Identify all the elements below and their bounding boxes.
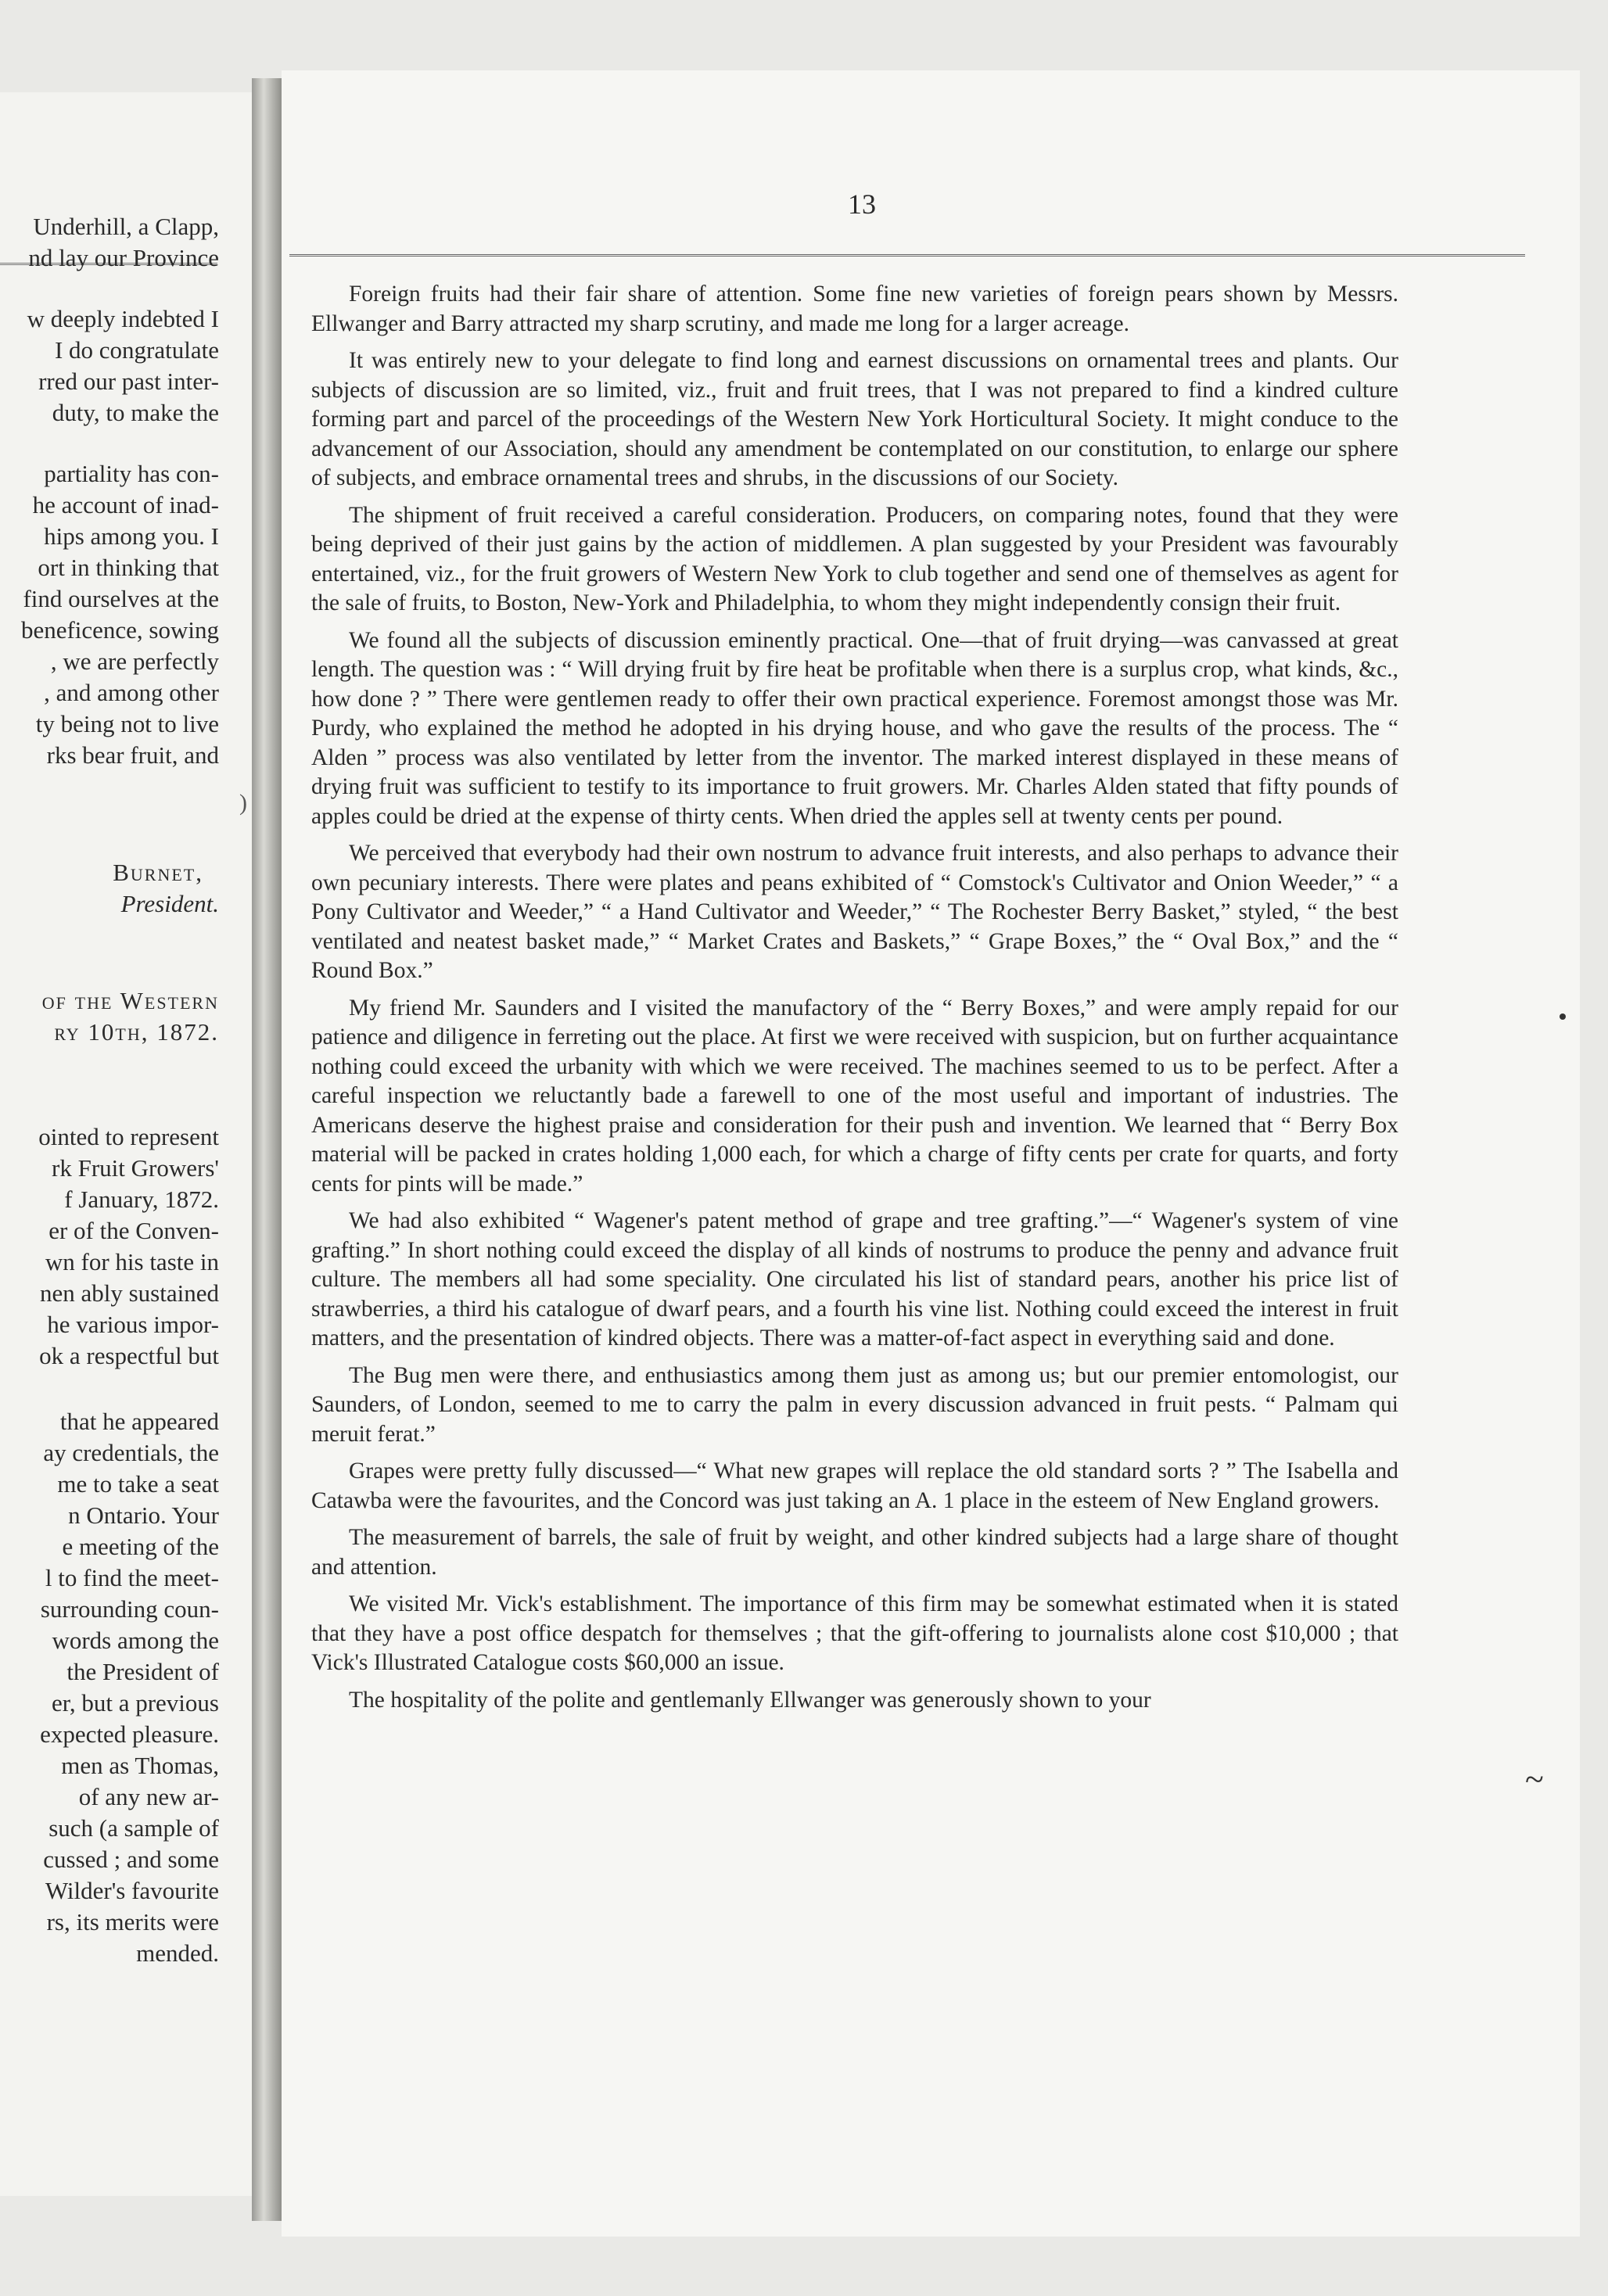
left-text-line: er of the Conven- [48, 1217, 219, 1244]
left-text-line: rred our past inter- [38, 368, 219, 395]
left-text-line: ort in thinking that [38, 554, 219, 581]
body-paragraph: We visited Mr. Vick's establishment. The importance of this firm may be somewhat estimated when it is stated that they have a post office despatch for themselves ; that the gift-offering to journalists alone cost $10,000 ; that Vick's Illustrated Catalogue costs $60,000 an issue. [311, 1591, 1398, 1675]
body-paragraph: Grapes were pretty fully discussed—“ What new grapes will replace the old standard sorts ? ” The Isabella and Catawba were the favourites, and the Concord was just taking an A. 1 place in the esteem of New England growers. [311, 1458, 1398, 1513]
left-text-line: mended. [136, 1939, 219, 1967]
left-text-line: he account of inad- [32, 491, 219, 518]
left-text-line: rk Fruit Growers' [52, 1154, 219, 1182]
left-text-line: ay credentials, the [43, 1439, 219, 1466]
left-text-line: expected pleasure. [40, 1720, 219, 1748]
left-text-line: ry 10th, 1872. [54, 1018, 219, 1046]
left-text-line: the President of [66, 1658, 219, 1685]
left-text-line: rks bear fruit, and [46, 741, 219, 769]
body-paragraph: It was entirely new to your delegate to find long and earnest discussions on ornamental trees and plants. Our subjects of discussion are so limited, viz., fruit and fruit trees, that I was not prepared to find a kindred culture forming part and parcel of the proceedings of the Western New York Horticultural Society. It might conduce to the advancement of our Association, should any amendment be contemplated on our constitution, to enlarge our sphere of subjects, and embrace ornamental trees and shrubs, in the discussions of our Society. [311, 348, 1398, 490]
left-text-line: men as Thomas, [61, 1752, 219, 1779]
left-text-line: partiality has con- [44, 460, 219, 487]
left-text-line: , and among other [44, 679, 219, 706]
body-paragraph: The measurement of barrels, the sale of fruit by weight, and other kindred subjects had a large share of thought and attention. [311, 1525, 1398, 1580]
page-number: 13 [848, 188, 876, 220]
left-text-line: of any new ar- [78, 1783, 219, 1810]
body-paragraph: We had also exhibited “ Wagener's patent method of grape and tree grafting.”—“ Wagener's system of vine grafting.” In short nothing could exceed the display of all kinds of nostrums to produce the penny and advance fruit culture. The members all had some speciality. One circulated his list of standard pears, another his price list of strawberries, a third his catalogue of dwarf pears, and a fourth his vine list. Nothing could exceed the interest in fruit matters, and the presentation of kindred objects. There was a matter-of-fact aspect in everything said and done. [311, 1208, 1398, 1351]
left-text-line: such (a sample of [48, 1814, 219, 1842]
left-page-fragment [0, 92, 252, 2196]
body-paragraph: The Bug men were there, and enthusiastics among them just as among us; but our premier entomologist, our Saunders, of London, seemed to me to carry the palm in every discussion advanced in fruit pests. “ Palmam qui meruit ferat.” [311, 1362, 1398, 1447]
left-text-line: beneficence, sowing [20, 616, 219, 644]
body-paragraph: We found all the subjects of discussion eminently practical. One—that of fruit drying—was canvassed at great length. The question was : “ Will drying fruit by fire heat be profitable when there is a surplus crop, what kinds, &c., how done ? ” There were gentlemen ready to offer their own practical experience. Foremost amongst those was Mr. Purdy, who explained the method he adopted in his drying house, and who gave the results of the process. The “ Alden ” process was also ventilated by letter from the inventor. The marked interest displayed in these means of drying fruit was sufficient to testify to its importance to fruit growers. Mr. Charles Alden stated that fifty pounds of apples could be dried at the expense of thirty cents. When dried the apples sell at twenty cents per pound. [311, 627, 1398, 829]
body-paragraph: The hospitality of the polite and gentlemanly Ellwanger was generously shown to your [349, 1687, 1151, 1713]
left-text-line: wn for his taste in [45, 1248, 219, 1275]
left-text-line: , we are perfectly [50, 648, 219, 675]
left-text-line: ty being not to live [35, 710, 219, 737]
body-text [311, 280, 1398, 1723]
header-rule [289, 254, 1525, 257]
speck-mark [1560, 1013, 1566, 1020]
left-text-line: ointed to represent [38, 1123, 219, 1150]
left-text-line: find ourselves at the [23, 585, 219, 612]
body-paragraph: We perceived that everybody had their own nostrum to advance fruit interests, and also perhaps to advance their own pecuniary interests. There were plates and peans exhibited of “ Comstock's Cultivator and Onion Weeder,” “ a Pony Cultivator and Weeder,” “ a Hand Cultivator and Weeder,” “ The Rochester Berry Basket,” styled, “ the best ventilated and neatest basket made,” “ Market Crates and Baskets,” “ Grape Boxes,” the “ Oval Box,” and the “ Round Box.” [311, 841, 1398, 983]
left-text-line: n Ontario. Your [68, 1501, 219, 1529]
left-text-line: surrounding coun- [40, 1595, 219, 1623]
left-text-line: cussed ; and some [43, 1846, 219, 1873]
body-paragraph: Foreign fruits had their fair share of attention. Some fine new varieties of foreign pears shown by Messrs. Ellwanger and Barry attracted my sharp scrutiny, and made me long for a larger acreage. [311, 282, 1398, 336]
left-text-line: me to take a seat [57, 1470, 219, 1498]
left-text-line: w deeply indebted I [27, 305, 219, 332]
left-text-line: duty, to make the [52, 399, 219, 426]
left-text-line: f January, 1872. [64, 1186, 219, 1213]
left-text-line: rs, its merits were [46, 1908, 219, 1935]
left-text-line: nd lay our Province [28, 244, 219, 271]
left-text-line: I do congratulate [54, 336, 219, 364]
left-text-line: Underhill, a Clapp, [33, 213, 219, 240]
left-text-line: l to find the meet- [45, 1564, 219, 1591]
hair-mark: ~ [1525, 1760, 1544, 1799]
left-text-line: he various impor- [47, 1311, 219, 1338]
body-paragraph: The shipment of fruit received a careful consideration. Producers, on comparing notes, found that they were being deprived of their just gains by the action of middlemen. A plan suggested by your President was favourably entertained, viz., for the fruit growers of Western New York to club together and send one of themselves as agent for the sale of fruits, to Boston, New-York and Philadelphia, to whom they might independently consign their fruit. [311, 502, 1398, 615]
left-text-line: President. [120, 890, 219, 917]
left-text-line: Burnet, [113, 859, 203, 886]
left-text-line: ok a respectful but [39, 1342, 219, 1369]
left-text-line: er, but a previous [52, 1689, 219, 1717]
left-text-line: of the Western [41, 987, 219, 1014]
right-page [282, 70, 1580, 2237]
gutter-mark: ) [239, 790, 247, 816]
left-text-line: nen ably sustained [39, 1279, 219, 1307]
left-text-line: words among the [52, 1627, 219, 1654]
left-text-line: that he appeared [59, 1408, 219, 1435]
book-gutter [252, 78, 282, 2221]
left-text-line: e meeting of the [62, 1533, 219, 1560]
body-paragraph: My friend Mr. Saunders and I visited the manufactory of the “ Berry Boxes,” and were amply repaid for our patience and diligence in ferreting out the place. At first we were received with suspicion, but on further acquaintance nothing could exceed the urbanity with which we were received. The machines seemed to us to be perfect. After a careful inspection we reluctantly bade a farewell to one of the most useful and important of industries. The Americans deserve the highest praise and consideration for their push and invention. We learned that “ Berry Box material will be packed in crates holding 1,000 each, for which a charge of fifty cents per crate for quarts, and forty cents for pints will be made.” [311, 995, 1398, 1196]
left-text-line: hips among you. I [44, 522, 219, 550]
left-text-line: Wilder's favourite [45, 1877, 219, 1904]
